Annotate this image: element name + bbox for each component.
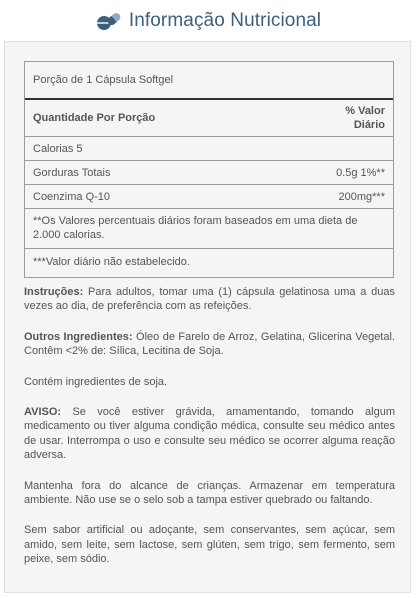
daily-value-label: % Valor Diário [345,105,385,131]
other-ingredients-text: Óleo de Farelo de Arroz, Gelatina, Glicerina Vegetal. Contêm <2% de: Sílica, Lecitina de Soja. [24,330,395,358]
nutrient-name: Gorduras Totais [33,166,111,179]
other-ingredients-label: Outros Ingredientes: [24,330,133,343]
page-title: Informação Nutricional [128,10,322,31]
nutrition-panel [4,41,411,593]
not-established-footnote: ***Valor diário não estabelecido. [33,256,190,268]
product-details [24,285,395,583]
nutrient-name: Coenzima Q-10 [33,190,111,203]
nutrient-name: Calorias 5 [33,142,83,155]
amount-per-serving-label: Quantidade Por Porção [33,112,156,124]
instructions-label: Instruções: [24,286,84,298]
storage-paragraph: Mantenha fora do alcance de crianças. Armazenar em temperatura ambiente. Não use se o selo sob a tampa estiver quebrado ou faltando. [24,479,395,507]
warning-label: AVISO: [24,406,62,419]
nutrition-facts-table [24,61,394,278]
table-row [25,137,393,161]
serving-size: Porção de 1 Cápsula Softgel [25,62,393,100]
facts-header-row [25,100,393,137]
warning-paragraph [24,405,395,463]
pill-icon [95,10,121,32]
soy-notice: Contém ingredientes de soja. [24,375,168,388]
daily-value-footnote: **Os Valores percentuais diários foram baseados em uma dieta de 2.000 calorias. [25,209,393,249]
instructions-paragraph [24,285,395,314]
instructions-text: Para adultos, tomar uma (1) cápsula gelatinosa uma a duas vezes ao dia, de preferência com as refeições. [24,286,395,313]
nutrient-value: 0.5g 1%** [336,166,385,179]
warning-text: Se você estiver grávida, amamentando, tomando algum medicamento ou tiver alguma condição médica, consulte seu médico antes de usar. Interrompa o uso e consulte seu médico se ocorrer alguma reação adversa. [24,406,395,462]
table-row [25,161,393,185]
free-from-paragraph: Sem sabor artificial ou adoçante, sem conservantes, sem açúcar, sem amido, sem leite, sem lactose, sem glúten, sem trigo, sem fermento, sem peixe, sem sódio. [24,524,395,566]
page-header [0,0,416,40]
table-row [25,185,393,209]
nutrient-value: 200mg*** [338,190,385,203]
other-ingredients-paragraph [24,330,395,359]
